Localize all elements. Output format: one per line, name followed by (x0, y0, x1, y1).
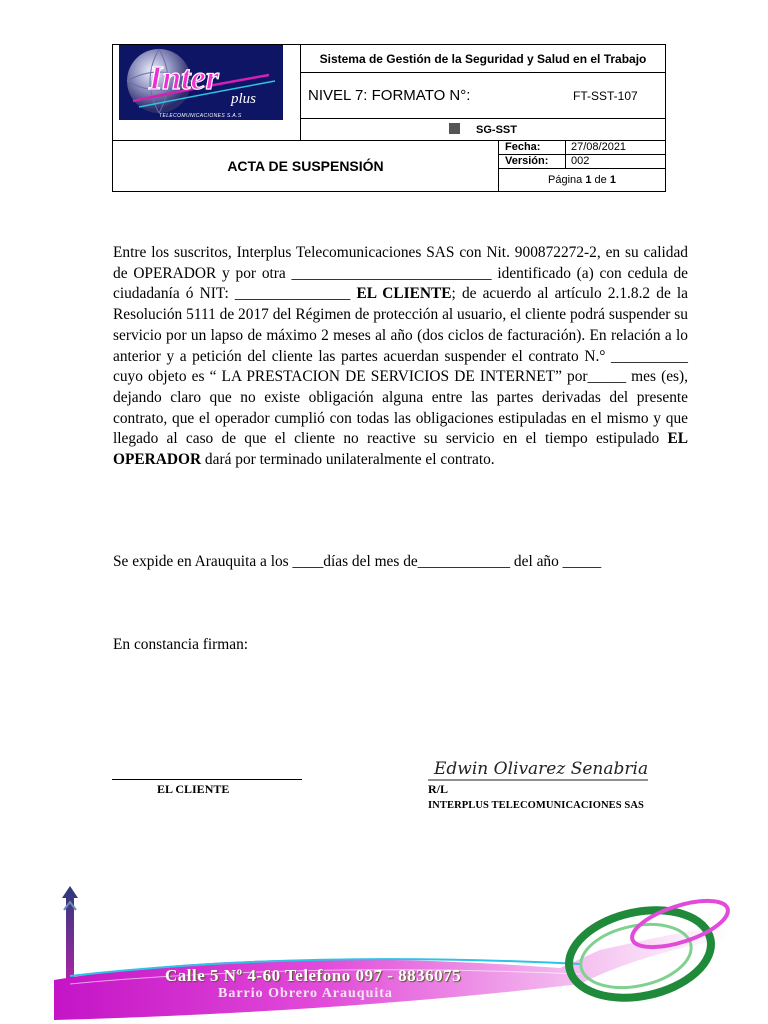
svg-text:plus: plus (231, 91, 257, 107)
pagina-row (499, 169, 665, 191)
company-name: INTERPLUS TELECOMUNICACIONES SAS (428, 800, 644, 811)
document-title: ACTA DE SUSPENSIÓN (113, 141, 499, 191)
column-divider (565, 141, 566, 154)
paragraph-text: Entre los suscritos, Interplus Telecomunicaciones SAS con Nit. 900872272-2, en su calidad de (113, 244, 688, 282)
signature-intro: En constancia firman: (113, 636, 249, 653)
client-signature-label: EL CLIENTE (157, 782, 230, 796)
pagina-total: 1 (609, 174, 616, 186)
globe-logo-icon (119, 45, 283, 120)
logo-cell (113, 45, 301, 141)
document-header-table (112, 44, 666, 192)
client-signature-line (112, 779, 302, 780)
format-code: FT-SST-107 (573, 89, 638, 103)
footer-banner (40, 880, 740, 1024)
system-title: Sistema de Gestión de la Seguridad y Salud en el Trabajo (301, 45, 665, 73)
operador-term: OPERADOR (133, 264, 217, 282)
paragraph-text: y por otra __________________________ identificado (a) con cedula de ciudadanía ó NIT: _______________ (113, 264, 689, 303)
handwritten-signature (428, 752, 650, 786)
format-number-cell (301, 73, 665, 119)
legal-rep-label: R/L (428, 782, 449, 796)
column-divider (565, 155, 566, 168)
sgsst-label: SG-SST (476, 124, 517, 136)
footer-neighborhood: Barrio Obrero Arauquita (218, 986, 393, 1001)
fecha-label: Fecha: (505, 141, 541, 153)
operador-bold-term: EL OPERADOR (113, 430, 688, 469)
version-value: 002 (571, 155, 590, 167)
fecha-row (499, 141, 665, 155)
pagina-prefix: Página (548, 174, 586, 186)
interplus-logo (119, 45, 283, 120)
footer-address: Calle 5 Nº 4-60 Telefono 097 - 8836075 (165, 966, 462, 985)
version-label: Versión: (505, 155, 549, 167)
agreement-paragraph (113, 243, 688, 471)
svg-text:Inter: Inter (149, 60, 219, 97)
pagina-number: 1 (585, 174, 592, 186)
nivel-label: NIVEL 7: FORMATO N°: (308, 87, 471, 104)
fecha-value: 27/08/2021 (571, 141, 627, 153)
svg-text:TELECOMUNICACIONES S.A.S: TELECOMUNICACIONES S.A.S (159, 113, 242, 119)
checkbox-square-icon (449, 123, 460, 134)
svg-text:Edwin Olivarez Senabria: Edwin Olivarez Senabria (434, 759, 649, 779)
issue-statement: Se expide en Arauquita a los ____días del mes de____________ del año _____ (113, 553, 602, 570)
paragraph-text: ; de acuerdo al artículo 2.1.8.2 de la Resolución 5111 de 2017 del Régimen de protección al usuario, el cliente podrá suspender su servicio por un lapso de máximo 2 meses al año (dos ciclos de facturación). En relación a lo anterior y a petición del cliente las partes acuerdan suspender el contrato N.° __________ cuyo objeto es “ LA PRESTACION DE SERVICIOS DE INTERNET” por_____ mes (es), dejando claro que no existe obligación alguna entre las partes derivadas del presente contrato, que el operador cumplió con todas las obligaciones estipuladas en el mismo y que llegado al caso de que el cliente no reactive su servicio en el tiempo estipulado (113, 285, 689, 448)
paragraph-text: dará por terminado unilateralmente el contrato. (201, 451, 495, 469)
sgsst-cell (301, 119, 665, 141)
pagina-mid: de (591, 174, 610, 186)
version-row (499, 155, 665, 169)
cliente-term: EL CLIENTE (356, 285, 452, 303)
